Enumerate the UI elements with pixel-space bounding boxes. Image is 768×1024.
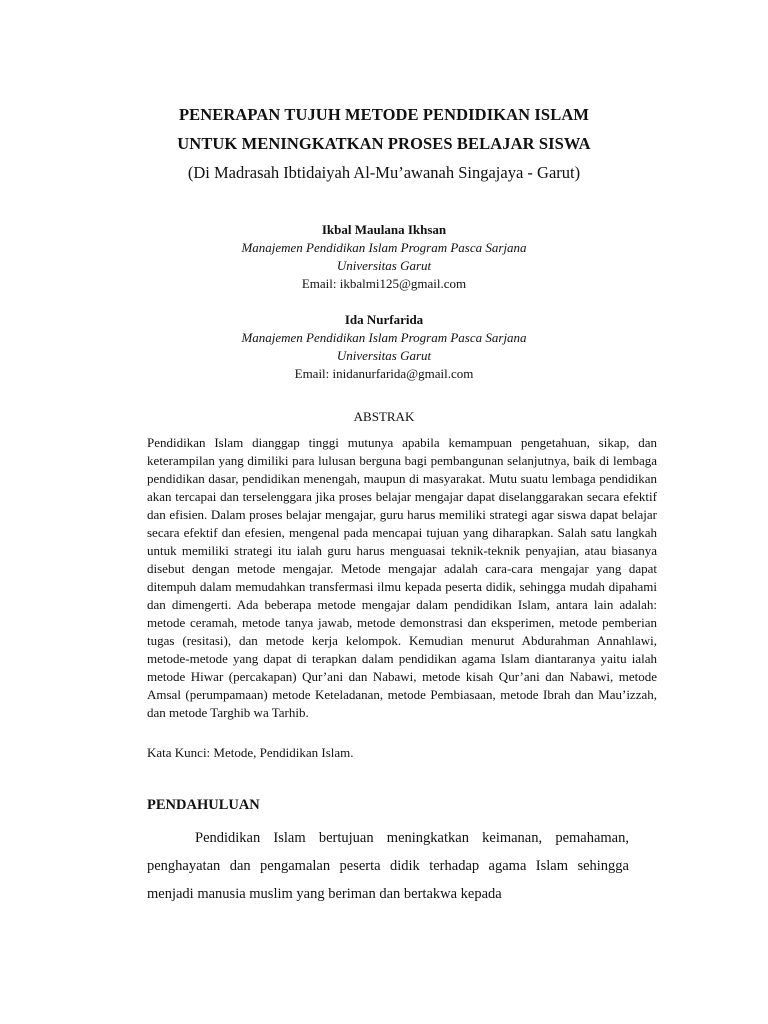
author-email: Email: inidanurfarida@gmail.com xyxy=(294,366,474,381)
author-name: Ikbal Maulana Ikhsan xyxy=(321,222,447,237)
abstract-heading: ABSTRAK xyxy=(353,409,415,424)
title-line-2: UNTUK MENINGKATKAN PROSES BELAJAR SISWA xyxy=(177,134,591,153)
subtitle: (Di Madrasah Ibtidaiyah Al-Mu’awanah Singajaya - Garut) xyxy=(187,163,581,182)
abstract-text: Pendidikan Islam dianggap tinggi mutunya apabila kemampuan pengetahuan, sikap, dan keterampilan yang dimiliki para lulusan berguna bagi pembangunan selanjutnya, baik di lembaga pendidikan dasar, pendidikan menengah, maupun di masyarakat. Mutu suatu lembaga pendidikan akan tercapai dan terselenggara jika proses belajar mengajar dapat diselanggarakan secara efektif dan efisien. Dalam proses belajar mengajar, guru harus memiliki strategi agar siswa dapat belajar secara efektif dan efesien, mengenal pada mencapai tujuan yang diharapkan. Salah satu langkah untuk memiliki strategi itu ialah guru harus menguasai teknik-teknik penyajian, atau biasanya disebut dengan metode mengajar. Metode mengajar adalah cara-cara mengajar yang dapat ditempuh dalam memudahkan transfermasi ilmu kepada peserta didik, sehingga mudah dipahami dan dimengerti. Ada beberapa metode mengajar dalam pendidikan Islam, antara lain adalah: metode ceramah, metode tanya jawab, metode demonstrasi dan eksperimen, metode pemberian tugas (resitasi), dan metode kerja kelompok. Kemudian menurut Abdurahman Annahlawi, metode-metode yang dapat di terapkan dalam pendidikan agama Islam diantaranya yaitu ialah metode Hiwar (percakapan) Qur’ani dan Nabawi, metode kisah Qur’ani dan Nabawi, metode Amsal (perumpamaan) metode Keteladanan, metode Pembiasaan, metode Ibrah dan Mau’izzah, dan metode Targhib wa Tarhib. xyxy=(147,435,657,720)
author-block-1 xyxy=(0,221,768,293)
author-block-2 xyxy=(0,311,768,383)
author-university: Universitas Garut xyxy=(336,258,432,273)
author-affiliation: Manajemen Pendidikan Islam Program Pasca Sarjana xyxy=(241,330,527,345)
keywords: Kata Kunci: Metode, Pendidikan Islam. xyxy=(147,745,354,760)
author-name: Ida Nurfarida xyxy=(344,312,424,327)
title-block xyxy=(0,100,768,187)
introduction-paragraph: Pendidikan Islam bertujuan meningkatkan keimanan, pemahaman, penghayatan dan pengamalan peserta didik terhadap agama Islam sehingga menjadi manusia muslim yang beriman dan bertakwa kepada xyxy=(147,830,629,902)
title-line-1: PENERAPAN TUJUH METODE PENDIDIKAN ISLAM xyxy=(178,105,590,124)
author-affiliation: Manajemen Pendidikan Islam Program Pasca Sarjana xyxy=(241,240,527,255)
author-email: Email: ikbalmi125@gmail.com xyxy=(301,276,467,291)
section-heading-introduction: PENDAHULUAN xyxy=(147,797,260,813)
author-university: Universitas Garut xyxy=(336,348,432,363)
